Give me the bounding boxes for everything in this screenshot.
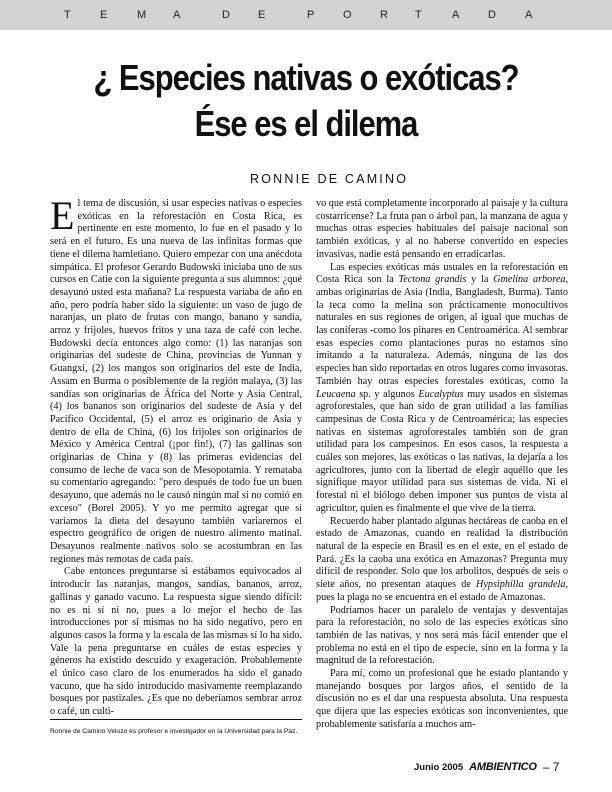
section-letter: E bbox=[100, 9, 108, 21]
left-column bbox=[50, 193, 302, 719]
paragraph: vo que está completamente incorporado al paisaje y la cultura costarricense? La fruta pan o árbol pan, la manzana de agua y muchas otras especies habituales del paisaje nacional son también exóticas, y al no haberse convertido en especies invasivas, nadie está pensando en erradicarlas. bbox=[316, 198, 568, 260]
author-byline: RONNIE DE CAMINO bbox=[250, 172, 409, 186]
text-run: , ambas originarias de Asia (India, Bangladesh, Burma). Tanto la teca como la melina son prácticamente monocultivos naturales en sus regiones de origen, al igual que muchas de las coníferas -como los pinares en Centroamérica. Al sembrar esas especies como plantaciones puras no estamos sino imitando a la naturaleza. Además, ninguna de las dos especies han sido reportadas en otros lugares como invasoras. También hay otras especies forestales exóticas, como la bbox=[316, 274, 568, 387]
text-run: y la bbox=[466, 274, 494, 286]
paragraph bbox=[316, 516, 568, 605]
section-letter: R bbox=[380, 9, 388, 21]
paragraph bbox=[316, 262, 568, 516]
section-letter: P bbox=[307, 9, 315, 21]
footnote-divider bbox=[50, 719, 302, 720]
section-letter: A bbox=[452, 9, 460, 21]
section-letter: D bbox=[488, 9, 496, 21]
section-letter: T bbox=[415, 9, 422, 21]
species-name: Hypsiphilla grandela bbox=[476, 579, 566, 591]
section-letter: O bbox=[343, 9, 352, 21]
paragraph: Podríamos hacer un paralelo de ventajas y desventajas para la reforestación, no solo de las especies exóticas sino también de las nativas, y nos será más fácil entender que el problema no está en el tipo de especie, sino en la forma y la magnitud de la reforestación. bbox=[316, 604, 568, 667]
paragraph: Para mí, como un profesional que he estado plantando y manejando bosques por largos años, el sentido de la discusión no es el dar una respuesta absoluta. Una respuesta que dijera que las especies exóticas son inconvenientes, que probablemente satisfaría a muchos am- bbox=[316, 668, 568, 730]
page-number: – 7 bbox=[542, 760, 560, 774]
article-title-line-2: Ése es el dilema bbox=[194, 103, 418, 144]
text-run: , pues la plaga no se encuentra en el estado de Amazonas. bbox=[316, 579, 568, 603]
article-title-line-1: ¿ Especies nativas o exóticas? bbox=[93, 57, 519, 98]
right-column bbox=[316, 198, 568, 732]
drop-cap: E bbox=[50, 193, 75, 238]
section-letter: E bbox=[258, 9, 266, 21]
section-letter: M bbox=[137, 9, 147, 21]
paragraph-text: l tema de discusión, si usar especies nativas o especies exóticas en la reforestación en Costa Rica, es pertinente en este momento, lo fue en el pasado y lo será en el futuro. Es una nueva de las infinitas formas que tiene el dilema hamletiano. Quiero empezar con una anécdota simpática. El profesor Gerardo Budowski iniciaba uno de sus cursos en Catie con la siguiente pregunta a sus alumnos: ¿qué desayunó usted esta mañana? La respuesta variaba de año en año, pero podría haber sido la siguiente: un vaso de jugo de naranjas, un plato de frutas con mango, banano y sandía, arroz y frijoles, huevos fritos y una taza de café con leche. Budowski decía entonces algo como: (1) las naranjas son originarias del sudeste de China, provincias de Yunnan y Guangxi, (2) los mangos son originarios del este de India, Assam en Burma o posiblemente de la región malaya, (3) las sandías son originarias de África del Norte y Asia Central, (4) los bananos son originarios del sudeste de Asia y del Pacífico Occidental, (5) el arroz es originario de Asia y dentro de ella de China, (6) los frijoles son originarios de México y América Central (¡por fin!), (7) las gallinas son originarias de China y (8) las primeras evidencias del consumo de leche de vaca son de Mesopotamia. Y remataba su comentario agregando: "pero después de todo fue un buen desayuno, que además no le causó ningún mal si no comió en exceso" (Borel 2005). Y yo me permito agregar que si variamos la dieta del desayuno también variaremos el espectro geográfico de origen de nuestro alimento matinal. Desayunos realmente nativos solo se acostumbran en las regiones más remotas de cada país. bbox=[50, 198, 302, 565]
section-letter: D bbox=[222, 9, 230, 21]
section-letter: A bbox=[173, 9, 181, 21]
text-run: sp. y algunos bbox=[355, 388, 419, 400]
text-run: Recuerdo haber plantado algunas hectáreas de caoba en el estado de Amazonas, cuando en realidad la distribución natural de la especie en Brasil es en el este, en el estado de Pará. ¿Es la caoba una exótica en Amazonas? Pregunta muy difícil de responder. Solo que los arbolitos, después de seis o siete años, no presentan ataques de bbox=[316, 515, 568, 591]
species-name: Gmelina arborea bbox=[493, 274, 566, 286]
text-run: muy usados en sistemas agroforestales, que han sido de gran utilidad a las familias campesinas de Costa Rica y de Centroamérica; las especies nativas en sistemas agroforestales también son de gran utilidad para los campesinos. En esos casos, la respuesta a cuáles son mejores, las exóticas o las nativas, la dejaría a los agricultores, junto con la libertad de elegir aquéllo que les signifique mayor utilidad para sus sistemas de vida. Ni el forestal ni el biólogo deben imponer sus puntos de vista al agricultor, quien es finalmente el que vive de la tierra. bbox=[316, 388, 569, 514]
paragraph: Cabe entonces preguntarse si estábamos equivocados al introducir las naranjas, mangos, sandías, bananos, arroz, gallinas y ganado vacuno. La respuesta sigue siendo difícil: no es ni sí ni no, pues a lo mejor el hecho de las introducciones por sí mismas no ha sido negativo, pero en algunos casos la forma y la escala de las mismas sí lo ha sido. Vale la pena preguntarse en cuáles de estas especies y géneros ha existido descuido y exageración. Probablemente el único caso claro de los enumerados ha sido el ganado vacuno, que ha sido introducido masivamente reemplazando bosques por pastizales. ¿Es que no deberíamos sembrar arroz o café, un culti- bbox=[50, 566, 302, 718]
paragraph bbox=[50, 193, 302, 566]
section-letter: A bbox=[525, 9, 533, 21]
species-name: Leucaena bbox=[316, 388, 356, 400]
species-name: Tectona grandis bbox=[398, 274, 467, 286]
page-footer bbox=[414, 760, 559, 774]
text-run: Las especies exóticas más usuales en la reforestación en Costa Rica son la bbox=[316, 261, 568, 286]
species-name: Eucalyptus bbox=[418, 388, 464, 400]
author-footnote: Ronnie de Camino Velozo es profesor e investigador en la Universidad para la Paz. bbox=[50, 728, 298, 735]
magazine-logo: AMBIENTICO bbox=[469, 761, 537, 773]
issue-date: Junio 2005 bbox=[414, 761, 464, 773]
section-label-bar bbox=[0, 0, 612, 30]
section-letter: T bbox=[64, 9, 71, 21]
